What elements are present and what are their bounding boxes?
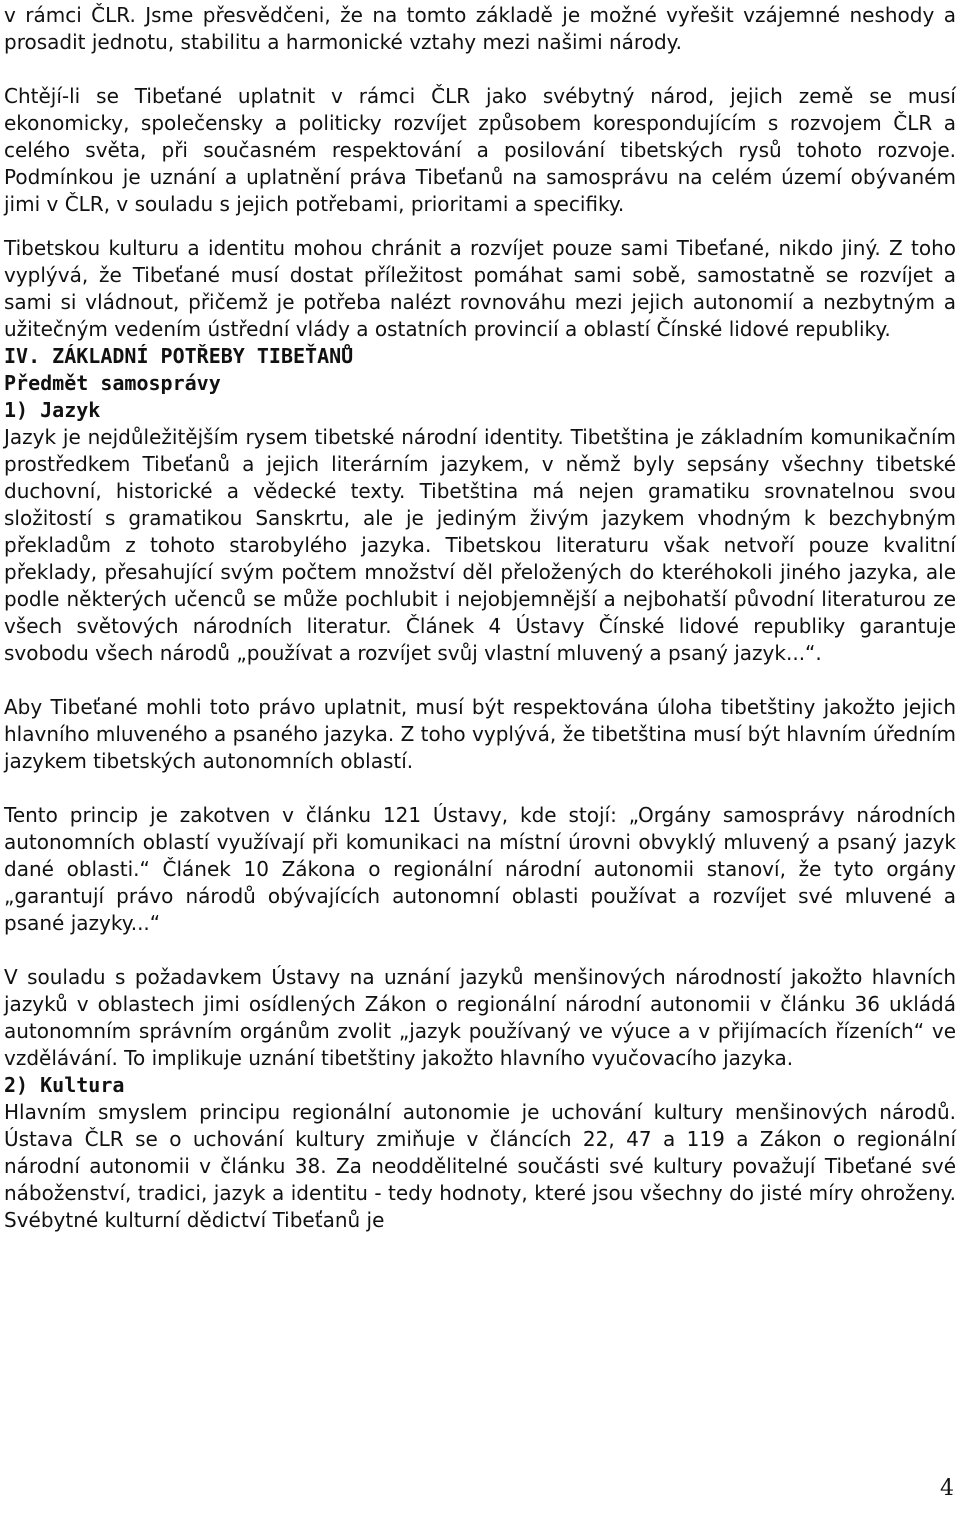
page-number: 4	[940, 1476, 954, 1501]
paragraph-language-identity: Jazyk je nejdůležitějším rysem tibetské národní identity. Tibetština je základním komunikačním prostředkem Tibeťanů a jejich literárním jazykem, v němž byly sepsány všechny tibetské duchovní, historické a vědecké texty. Tibetština má nejen gramatiku srovnatelnou svou složitostí s gramatikou Sanskrtu, ale je jediným živým jazykem vhodným k bezchybným překladům z tohoto starobylého jazyka. Tibetskou literaturu však netvoří pouze kvalitní překlady, přesahující svým počtem množství děl přeložených do kteréhokoli jiného jazyka, ale podle některých učenců se může pochlubit i nejobjemnější a nejbohatší původní literaturou ze všech světových národních literatur. Článek 4 Ústavy Čínské lidové republiky garantuje svobodu všech národů „používat a rozvíjet svůj vlastní mluvený a psaný jazyk...“.	[4, 425, 956, 665]
document-page	[4, 2, 956, 1234]
paragraph-constitution-article-121: Tento princip je zakotven v článku 121 Ústavy, kde stojí: „Orgány samosprávy národních autonomních oblastí využívají při komunikaci na místní úrovni obvyklý mluvený a psaný jazyk dané oblasti.“ Článek 10 Zákona o regionální národní autonomii stanoví, že tyto orgány „garantují právo národů obývajících autonomní oblasti používat a rozvíjet své mluvené a psané jazyky...“	[4, 803, 956, 935]
paragraph-economic-development: Chtějí-li se Tibeťané uplatnit v rámci ČLR jako svébytný národ, jejich země se musí ekonomicky, společensky a politicky rozvíjet způsobem korespondujícím s rozvojem ČLR a celého světa, při současném respektování a posilování tibetských rysů tohoto rozvoje. Podmínkou je uznání a uplatnění práva Tibeťanů na samosprávu na celém území obývaném jimi v ČLR, v souladu s jejich potřebami, prioritami a specifiky.	[4, 84, 956, 216]
chapter-subtitle: Předmět samosprávy	[4, 371, 221, 395]
paragraph-official-language: Aby Tibeťané mohli toto právo uplatnit, musí být respektována úloha tibetštiny jakožto jejich hlavního mluveného a psaného jazyka. Z toho vyplývá, že tibetština musí být hlavním úředním jazykem tibetských autonomních oblastí.	[4, 695, 956, 773]
chapter-heading: IV. ZÁKLADNÍ POTŘEBY TIBEŤANŮ	[4, 344, 354, 368]
paragraph-education-language: V souladu s požadavkem Ústavy na uznání jazyků menšinových národností jakožto hlavních jazyků v oblastech jimi osídlených Zákon o regionální národní autonomii v článku 36 ukládá autonomním správním orgánům zvolit „jazyk používaný ve výuce a v přijímacích řízeních“ ve vzdělávání. To implikuje uznání tibetštiny jakožto hlavního vyučovacího jazyka.	[4, 965, 956, 1070]
section-heading-culture: 2) Kultura	[4, 1073, 125, 1097]
paragraph-tibetan-culture-identity: Tibetskou kulturu a identitu mohou chránit a rozvíjet pouze sami Tibeťané, nikdo jiný. Z toho vyplývá, že Tibeťané musí dostat příležitost pomáhat sami sobě, samostatně se rozvíjet a sami si vládnout, přičemž je potřeba nalézt rovnováhu mezi jejich autonomií a nezbytným a užitečným vedením ústřední vlády a ostatních provincií a oblastí Čínské lidové republiky.	[4, 236, 956, 341]
section-heading-language: 1) Jazyk	[4, 398, 101, 422]
paragraph-culture: Hlavním smyslem principu regionální autonomie je uchování kultury menšinových národů. Ústava ČLR se o uchování kultury zmiňuje v článcích 22, 47 a 119 a Zákon o regionální národní autonomii v článku 38. Za neoddělitelné součásti své kultury považují Tibeťané své náboženství, tradici, jazyk a identitu - tedy hodnoty, které jsou všechny do jisté míry ohroženy. Svébytné kulturní dědictví Tibeťanů je	[4, 1100, 956, 1232]
paragraph-intro-continuation: v rámci ČLR. Jsme přesvědčeni, že na tomto základě je možné vyřešit vzájemné neshody a prosadit jednotu, stabilitu a harmonické vztahy mezi našimi národy.	[4, 3, 956, 54]
